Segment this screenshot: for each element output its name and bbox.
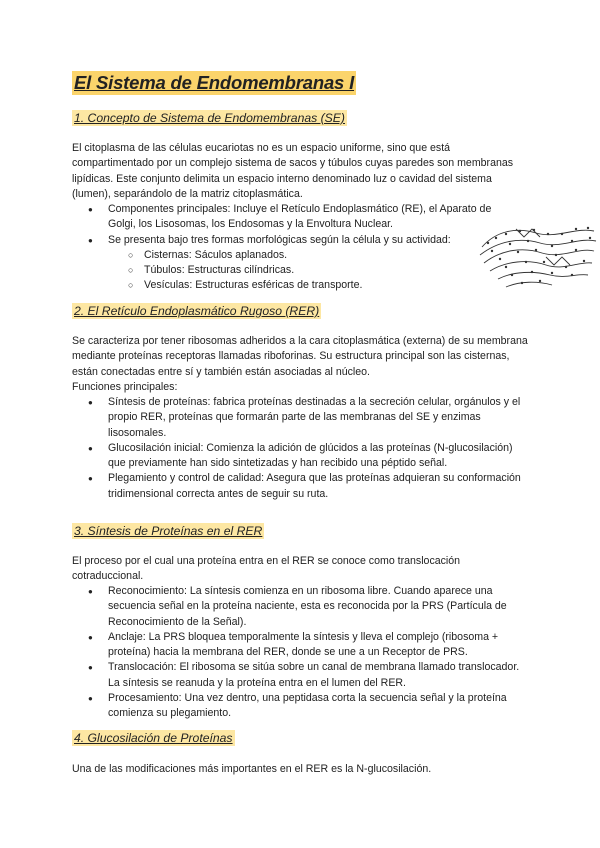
list-item: ● Anclaje: La PRS bloquea temporalmente la síntesis y lleva el complejo (ribosoma + proteína) hacia la membrana del RER, donde se une a un Receptor de PRS. <box>72 630 532 661</box>
section-2-heading: 2. El Retículo Endoplasmático Rugoso (RER) <box>74 304 320 318</box>
morphology-sublist <box>108 248 512 294</box>
section-3-list <box>72 584 532 722</box>
list-item: ● Plegamiento y control de calidad: Asegura que las proteínas adquieran su conformación tridimensional correcta antes de seguir su ruta. <box>72 471 522 502</box>
section-1-intro: El citoplasma de las células eucariotas no es un espacio uniforme, sino que está compartimentado por un complejo sistema de sacos y túbulos cuyas paredes son membranas lipídicas. Este conjunto delimita un espacio interno denominado luz o cavidad del sistema (lumen), separándolo de la matriz citoplasmática. <box>72 142 514 200</box>
list-item: ● Síntesis de proteínas: fabrica proteínas destinadas a la secreción celular, orgánulos y el propio RER, proteínas que formarán parte de las membranas del SE y enzimas lisosomales. <box>72 395 522 441</box>
list-item: ● Glucosilación inicial: Comienza la adición de glúcidos a las proteínas (N-glucosilación) que previamente han sido sintetizadas y han recibido una péptido señal. <box>72 441 522 472</box>
list-item: ● Componentes principales: Incluye el Retículo Endoplasmático (RE), el Aparato de Golgi, los Lisosomas, los Endosomas y la Envoltura Nuclear. <box>72 202 512 233</box>
section-1-heading: 1. Concepto de Sistema de Endomembranas (SE) <box>74 111 345 125</box>
functions-label: Funciones principales: <box>72 381 178 393</box>
page-title: El Sistema de Endomembranas I <box>74 72 355 93</box>
section-2-list <box>72 395 522 502</box>
section-4-heading: 4. Glucosilación de Proteínas <box>74 731 233 745</box>
list-item <box>72 233 512 294</box>
list-item: ● Translocación: El ribosoma se sitúa sobre un canal de membrana llamado translocador. La síntesis se reanuda y la proteína entra en el lumen del RER. <box>72 660 532 691</box>
sublist-item: ○ Túbulos: Estructuras cilíndricas. <box>108 263 512 278</box>
section-4-intro: Una de las modificaciones más importantes en el RER es la N-glucosilación. <box>72 763 432 775</box>
section-2-intro: Se caracteriza por tener ribosomas adheridos a la cara citoplasmática (externa) de su membrana mediante proteínas receptoras llamadas riboforinas. Su estructura principal son las cisternas, están conectadas entre sí y también están asociadas al núcleo. <box>72 335 528 378</box>
list-item: ● Procesamiento: Una vez dentro, una peptidasa corta la secuencia señal y la proteína comienza su plegamiento. <box>72 691 532 722</box>
list-item-text: Se presenta bajo tres formas morfológicas según la célula y su actividad: <box>108 233 451 246</box>
endomembrane-sketch <box>476 217 600 295</box>
section-1-list <box>72 202 512 294</box>
section-3-intro: El proceso por el cual una proteína entra en el RER se conoce como translocación cotraduccional. <box>72 555 461 583</box>
sublist-item: ○ Vesículas: Estructuras esféricas de transporte. <box>108 278 512 293</box>
list-item: ● Reconocimiento: La síntesis comienza en un ribosoma libre. Cuando aparece una secuencia señal en la proteína naciente, esta es reconocida por la PRS (Partícula de Reconocimiento de la Señal). <box>72 584 532 630</box>
section-3-heading: 3. Síntesis de Proteínas en el RER <box>74 524 263 538</box>
sublist-item: ○ Cisternas: Sáculos aplanados. <box>108 248 512 263</box>
